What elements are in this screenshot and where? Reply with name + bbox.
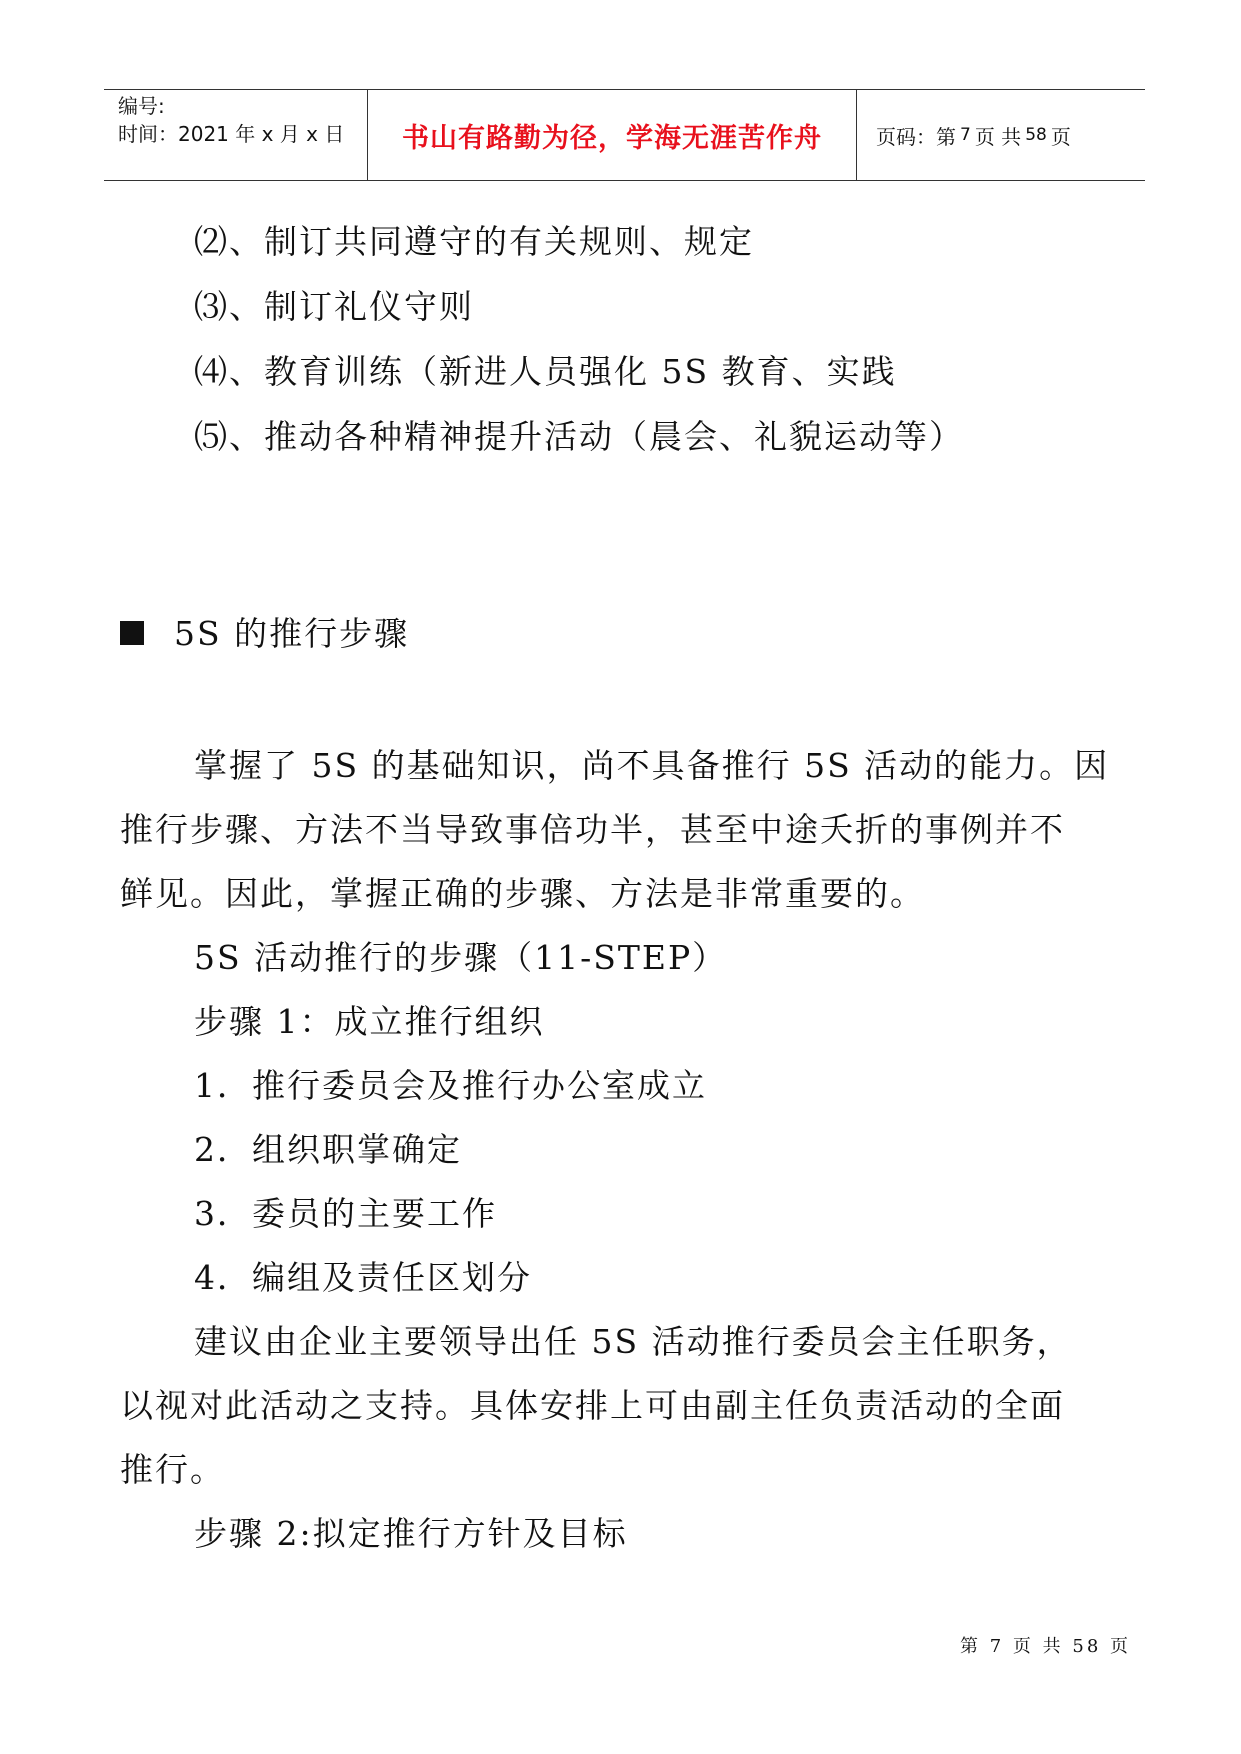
time-label: 时间：2021 年 x 月 x 日 [118,122,345,146]
paragraph-line: 推行步骤、方法不当导致事倍功半，甚至中途夭折的事例并不 [120,810,1065,849]
page-mid: 页 共 [974,124,1022,149]
paragraph-line: 掌握了 5S 的基础知识，尚不具备推行 5S 活动的能力。因 [194,746,1110,785]
list-item: ⑵、制订共同遵守的有关规则、规定 [194,222,754,261]
paragraph-line: 推行。 [120,1450,225,1489]
page-footer: 第 7 页 共 58 页 [960,1636,1131,1657]
paragraph-line: 建议由企业主要领导出任 5S 活动推行委员会主任职务， [194,1322,1072,1361]
page-total: 58 [1025,125,1047,145]
paragraph-line: 以视对此活动之支持。具体安排上可由副主任负责活动的全面 [120,1386,1065,1425]
list-item: ⑸、推动各种精神提升活动（晨会、礼貌运动等） [194,417,964,456]
steps-heading: 5S 活动推行的步骤（11-STEP） [194,938,728,977]
square-bullet-icon [120,621,144,645]
section-title-text: 5S 的推行步骤 [174,614,410,653]
header-page-number [856,90,1145,180]
list-item: ⑶、制订礼仪守则 [194,287,474,326]
step1-title: 步骤 1：成立推行组织 [194,1002,545,1041]
page-prefix: 页码：第 [876,124,956,149]
step1-item: 1．推行委员会及推行办公室成立 [194,1066,707,1105]
page-header [104,89,1145,181]
header-meta [104,90,368,180]
step1-item: 2．组织职掌确定 [194,1130,462,1169]
step1-item: 3．委员的主要工作 [194,1194,497,1233]
page-suffix: 页 [1050,124,1071,149]
list-item: ⑷、教育训练（新进人员强化 5S 教育、实践 [194,352,897,391]
section-title [120,614,409,654]
number-label: 编号: [118,94,165,118]
step1-item: 4．编组及责任区划分 [194,1258,532,1297]
step2-title: 步骤 2:拟定推行方针及目标 [194,1514,628,1553]
header-motto: 书山有路勤为径，学海无涯苦作舟 [368,90,857,180]
page-current: 7 [960,125,971,145]
paragraph-line: 鲜见。因此，掌握正确的步骤、方法是非常重要的。 [120,874,925,913]
